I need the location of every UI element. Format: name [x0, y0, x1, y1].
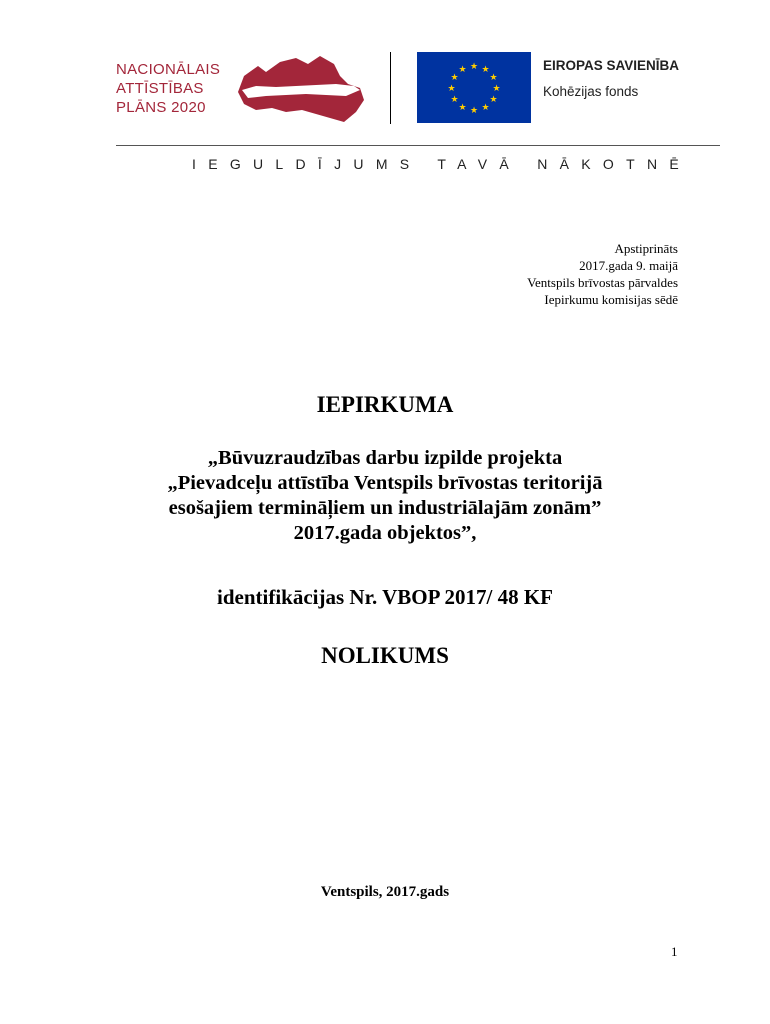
document-title: [0, 446, 770, 546]
svg-text:★: ★: [469, 106, 479, 116]
approval-line: Iepirkumu komisijas sēdē: [544, 292, 678, 307]
approval-line: Apstiprināts: [614, 241, 678, 256]
slogan: IEGULDĪJUMS TAVĀ NĀKOTNĒ: [192, 156, 692, 172]
svg-text:★: ★: [458, 65, 467, 75]
title-line: 2017.gada objektos”,: [293, 522, 477, 544]
approval-line: Ventspils brīvostas pārvaldes: [527, 275, 678, 290]
header-divider: [390, 52, 391, 124]
svg-text:★: ★: [450, 95, 459, 105]
latvia-map-flag-icon: [236, 52, 366, 124]
page-header: [0, 0, 770, 180]
nap-logo-line: NACIONĀLAIS: [116, 61, 221, 78]
page-number: 1: [671, 944, 678, 959]
svg-text:★: ★: [481, 103, 490, 113]
svg-text:★: ★: [492, 84, 501, 94]
svg-text:★: ★: [469, 62, 479, 72]
eu-title: EIROPAS SAVIENĪBA: [543, 58, 680, 73]
nap-logo-line: ATTĪSTĪBAS: [116, 80, 204, 97]
svg-text:★: ★: [458, 103, 467, 113]
title-line: „Pievadceļu attīstība Ventspils brīvostas teritorijā: [167, 472, 603, 494]
identification-number: identifikācijas Nr. VBOP 2017/ 48 KF: [216, 585, 554, 609]
document-type: IEPIRKUMA: [316, 392, 454, 417]
approval-note: [527, 240, 678, 308]
approval-line: 2017.gada 9. maijā: [579, 258, 678, 273]
title-line: esošajiem termināļiem un industriālajām zonām”: [168, 497, 602, 519]
eu-flag-icon: [417, 52, 531, 123]
nap-logo-text: [116, 60, 220, 117]
place-and-year: Ventspils, 2017.gads: [320, 884, 450, 900]
title-line: „Būvuzraudzības darbu izpilde projekta: [207, 447, 563, 469]
document-name: NOLIKUMS: [321, 643, 449, 668]
eu-subtitle: Kohēzijas fonds: [543, 84, 639, 99]
svg-text:★: ★: [447, 84, 456, 94]
svg-text:★: ★: [450, 73, 459, 83]
nap-logo-line: PLĀNS 2020: [116, 99, 206, 116]
svg-text:★: ★: [489, 95, 498, 105]
svg-text:★: ★: [481, 65, 490, 75]
header-rule: [116, 145, 720, 146]
svg-text:★: ★: [489, 73, 498, 83]
